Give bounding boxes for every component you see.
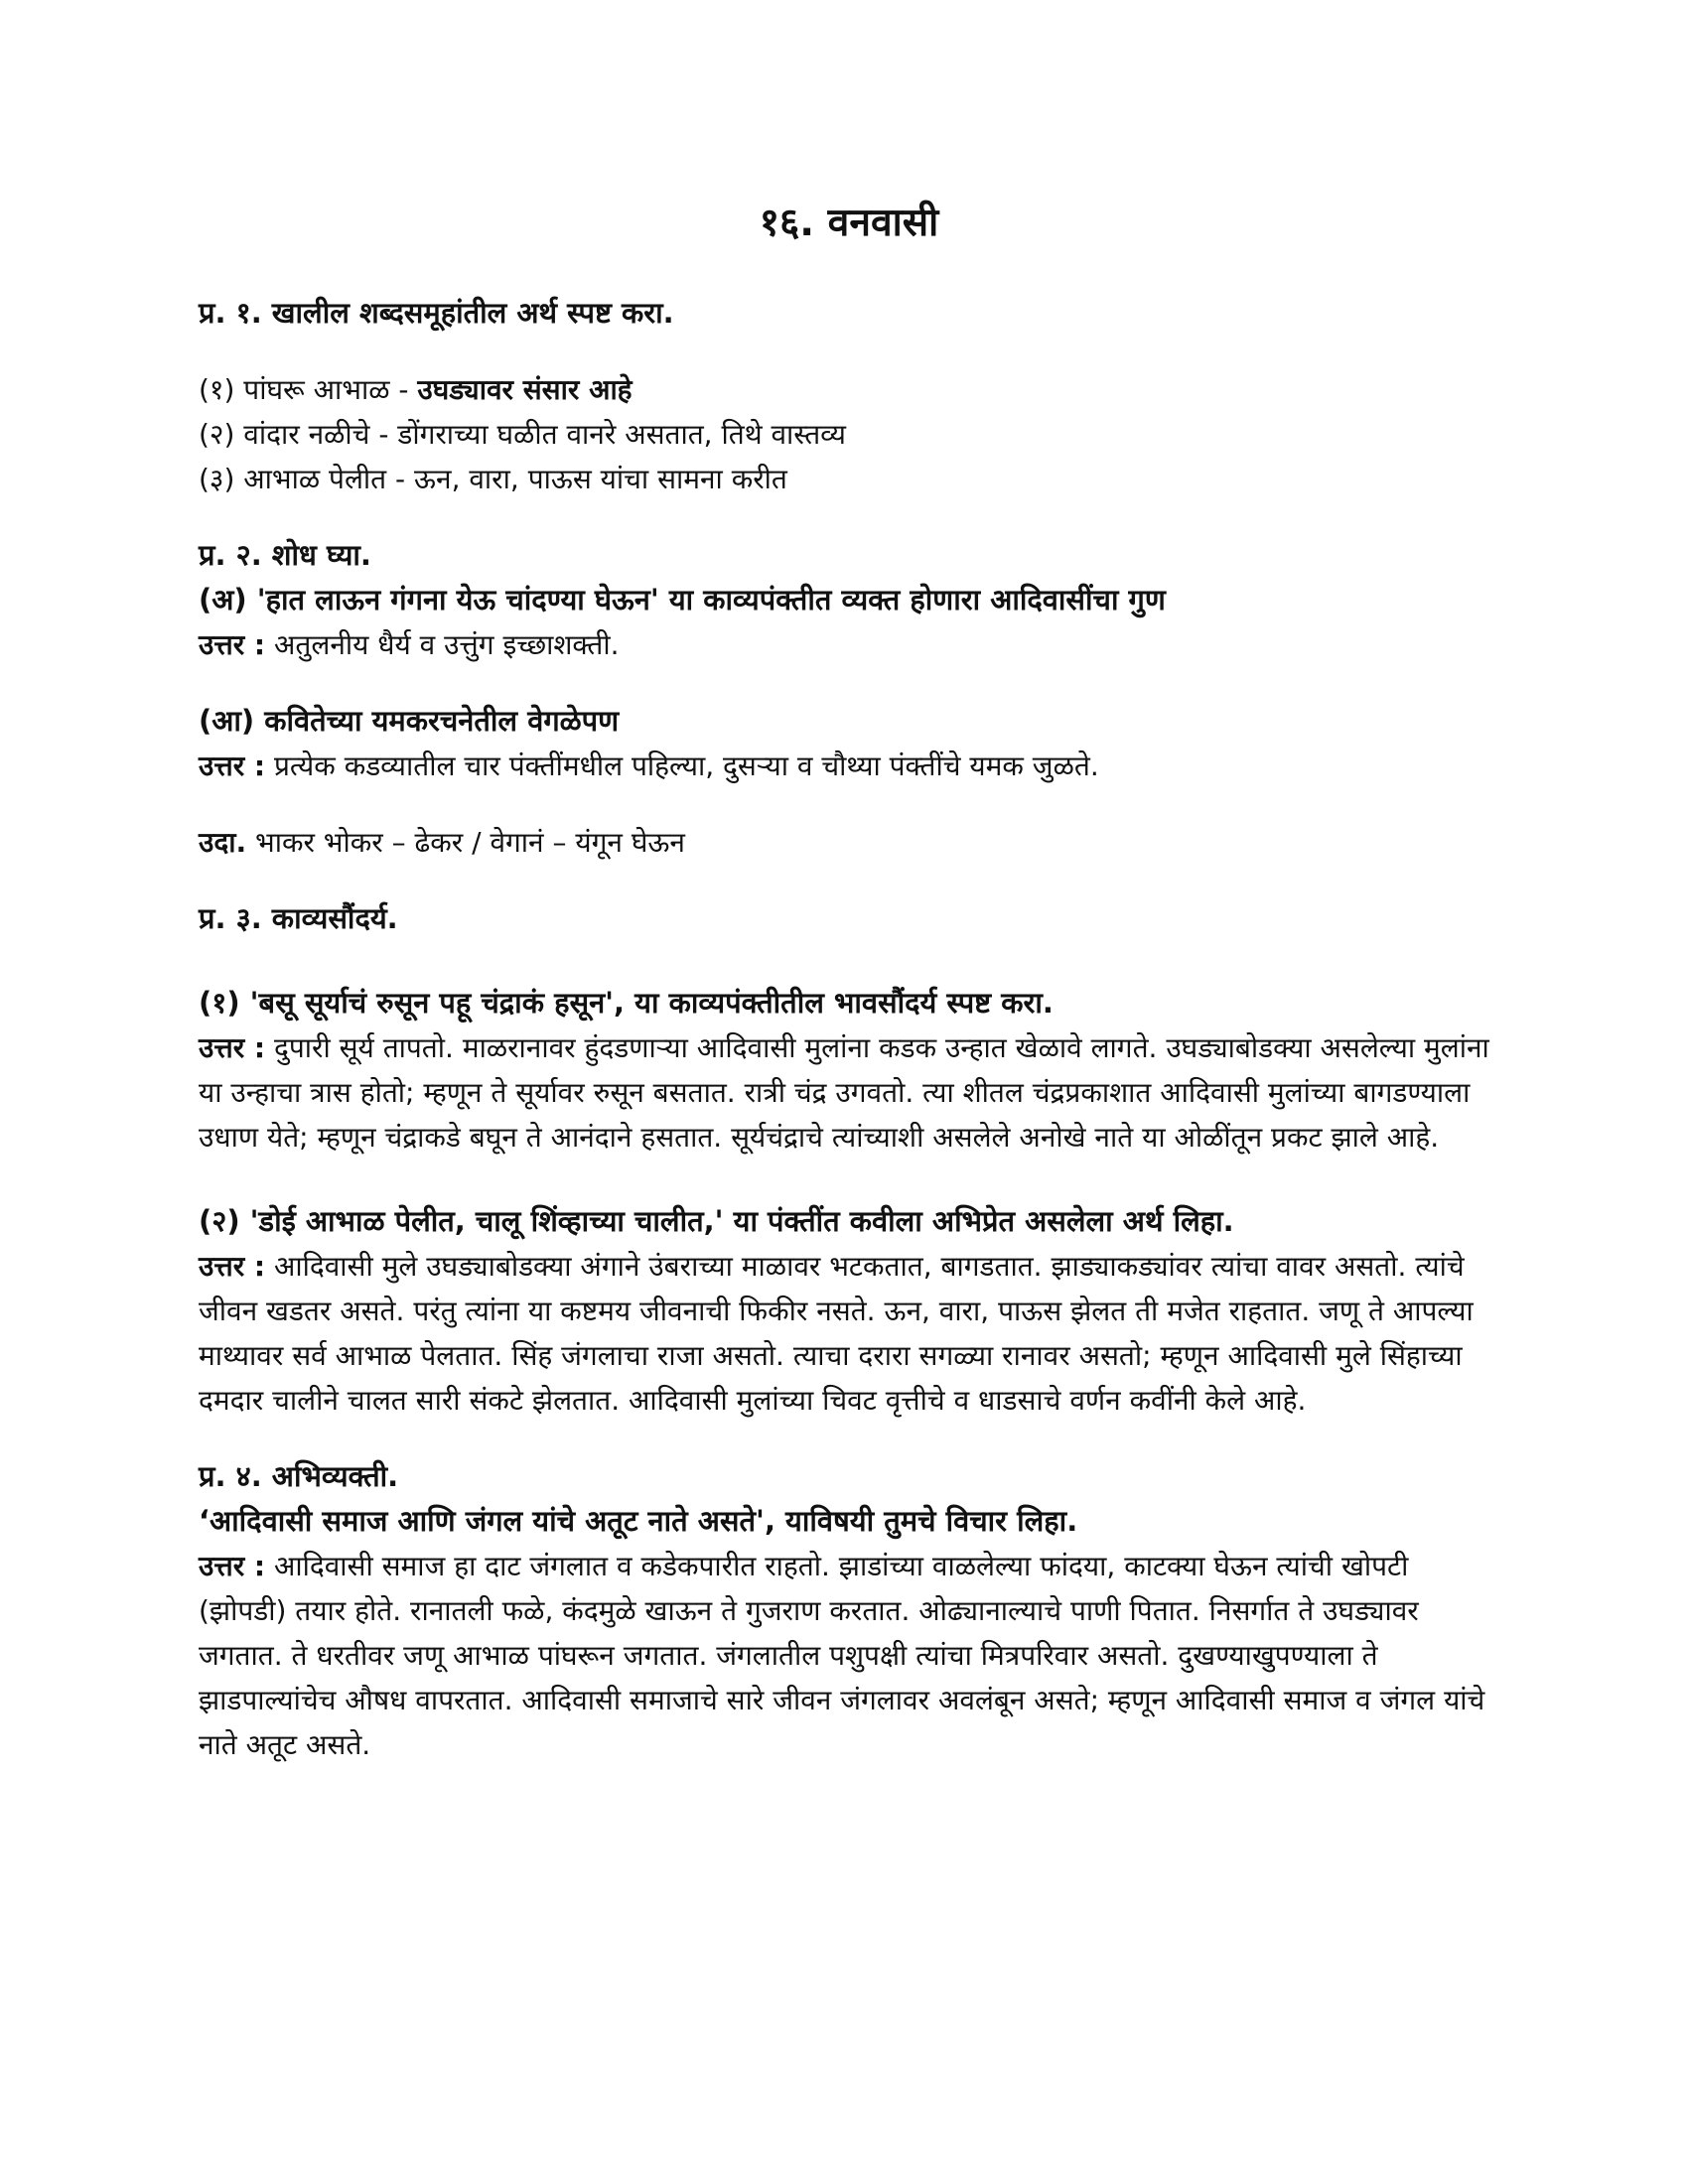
q2-aa-answer <box>199 744 1499 788</box>
answer-label: उत्तर : <box>199 1250 266 1283</box>
q3-2-question: (२) 'डोई आभाळ पेलीत, चालू शिंव्हाच्या चालीत,' या पंक्तींत कवीला अभिप्रेत असलेला अर्थ लिहा. <box>199 1204 1234 1238</box>
q1-item-3: (३) आभाळ पेलीत - ऊन, वारा, पाऊस यांचा सामना करीत <box>199 463 787 495</box>
q4-answer <box>199 1544 1499 1767</box>
q3-1-question: (१) 'बसू सूर्याचं रुसून पहू चंद्राकं हसून', या काव्यपंक्तीतील भावसौंदर्य स्पष्ट करा. <box>199 986 1054 1020</box>
q2-aa-question: (आ) कवितेच्या यमकरचनेतील वेगळेपण <box>199 704 620 738</box>
answer-text: अतुलनीय धैर्य व उत्तुंग इच्छाशक्ती. <box>265 628 620 661</box>
answer-text: प्रत्येक कडव्यातील चार पंक्तींमधील पहिल्या, दुसऱ्या व चौथ्या पंक्तींचे यमक जुळते. <box>265 750 1099 782</box>
answer-text: आदिवासी मुले उघड्याबोडक्या अंगाने उंबराच्या माळावर भटकतात, बागडतात. झाड्याकड्यांवर त्यांचा वावर असतो. त्यांचे जीवन खडतर असते. परंतु त्यांना या कष्टमय जीवनाची फिकीर नसते. ऊन, वारा, पाऊस झेलत ती मजेत राहतात. जणू ते आपल्या माथ्यावर सर्व आभाळ पेलतात. सिंह जंगलाचा राजा असतो. त्याचा दरारा सगळ्या रानावर असतो; म्हणून आदिवासी मुले सिंहाच्या दमदार चालीने चालत सारी संकटे झेलतात. आदिवासी मुलांच्या चिवट वृत्तीचे व धाडसाचे वर्णन कवींनी केले आहे. <box>199 1250 1474 1417</box>
answer-text: दुपारी सूर्य तापतो. माळरानावर हुंदडणाऱ्या आदिवासी मुलांना कडक उन्हात खेळावे लागते. उघड्याबोडक्या असलेल्या मुलांना या उन्हाचा त्रास होतो; म्हणून ते सूर्यावर रुसून बसतात. रात्री चंद्र उगवतो. त्या शीतल चंद्रप्रकाशात आदिवासी मुलांच्या बागडण्याला उधाण येते; म्हणून चंद्राकडे बघून ते आनंदाने हसतात. सूर्यचंद्राचे त्यांच्याशी असलेले अनोखे नाते या ओळींतून प्रकट झाले आहे. <box>199 1031 1489 1154</box>
answer-label: उत्तर : <box>199 1031 266 1064</box>
example-text: भाकर भोकर – ढेकर / वेगानं – यंगून घेऊन <box>246 826 685 859</box>
answer-text: आदिवासी समाज हा दाट जंगलात व कडेकपारीत राहतो. झाडांच्या वाळलेल्या फांदया, काटक्या घेऊन त्यांची खोपटी (झोपडी) तयार होते. रानातली फळे, कंदमुळे खाऊन ते गुजराण करतात. ओढ्यानाल्याचे पाणी पितात. निसर्गात ते उघड्यावर जगतात. ते धरतीवर जणू आभाळ पांघरून जगतात. जंगलातील पशुपक्षी त्यांचा मित्रपरिवार असतो. दुखण्याखुपण्याला ते झाडपाल्यांचेच औषध वापरतात. आदिवासी समाजाचे सारे जीवन जंगलावर अवलंबून असते; म्हणून आदिवासी समाज व जंगल यांचे नाते अतूट असते. <box>199 1550 1485 1761</box>
document-page <box>199 194 1499 1767</box>
page-title: १६. वनवासी <box>759 201 939 245</box>
q1-item-2: (२) वांदार नळीचे - डोंगराच्या घळीत वानरे असतात, तिथे वास्तव्य <box>199 418 846 451</box>
q3-heading: प्र. ३. काव्यसौंदर्य. <box>199 901 398 935</box>
q1-item-1-text: (१) पांघरू आभाळ - <box>199 373 418 406</box>
answer-label: उत्तर : <box>199 1550 266 1582</box>
q1-item-1-bold: उघड्यावर संसार आहे <box>417 373 633 406</box>
q2-heading: प्र. २. शोध घ्या. <box>199 538 371 572</box>
q3-1-answer <box>199 1025 1499 1160</box>
q4-heading: प्र. ४. अभिव्यक्ती. <box>199 1459 399 1493</box>
answer-label: उत्तर : <box>199 750 266 782</box>
q4-question: ‘आदिवासी समाज आणि जंगल यांचे अतूट नाते असते', याविषयी तुमचे विचार लिहा. <box>199 1504 1078 1538</box>
answer-label: उत्तर : <box>199 628 266 661</box>
q2-a-question: (अ) 'हात लाऊन गंगना येऊ चांदण्या घेऊन' या काव्यपंक्तीत व्यक्त होणारा आदिवासींचा गुण <box>199 583 1166 616</box>
q2-example <box>199 820 1499 865</box>
example-label: उदा. <box>199 826 247 859</box>
q3-2-answer <box>199 1244 1499 1423</box>
q2-a-answer <box>199 622 1499 667</box>
q1-item-1 <box>199 367 1499 412</box>
q1-heading: प्र. १. खालील शब्दसमूहांतील अर्थ स्पष्ट करा. <box>199 296 674 330</box>
